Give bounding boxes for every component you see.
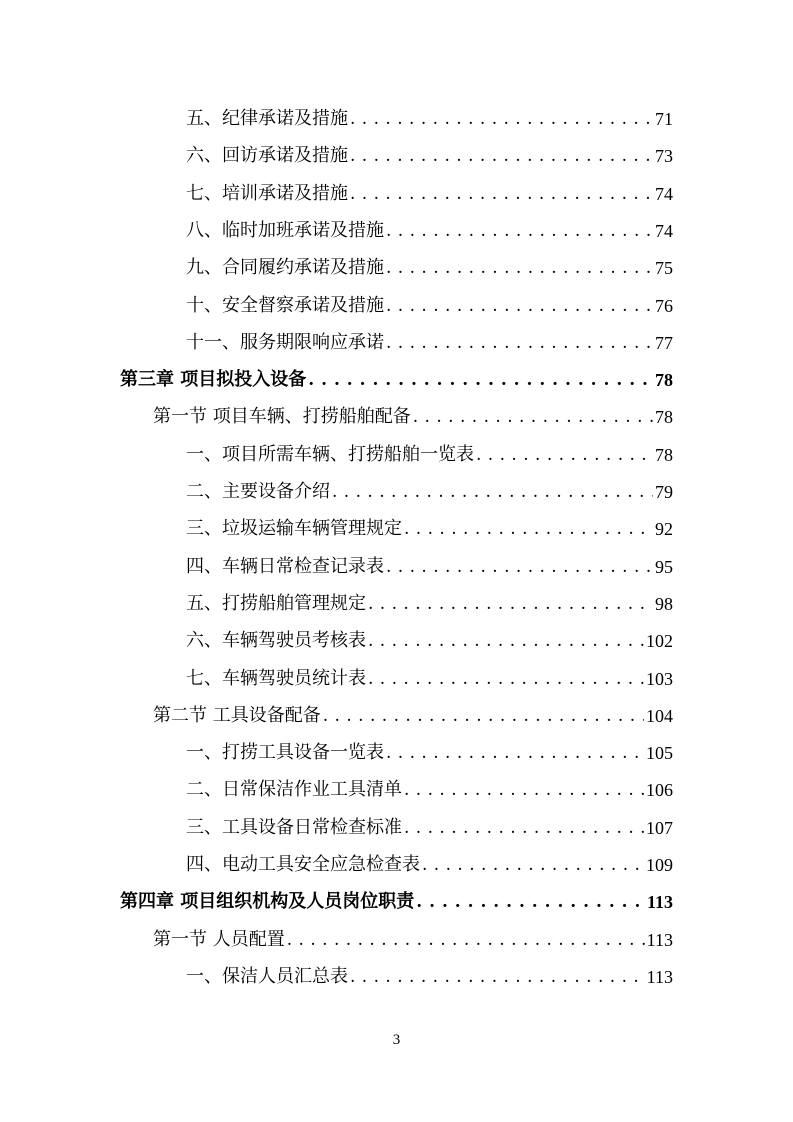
toc-entry-page: 104 [646, 706, 673, 726]
toc-entry [186, 473, 673, 503]
dot-leader [350, 145, 653, 167]
toc-entry-page: 113 [646, 892, 673, 912]
toc-entry [186, 510, 673, 540]
toc-entry-title: 三、工具设备日常检查标准 [186, 817, 402, 838]
toc-entry [186, 622, 673, 652]
toc-entry-page: 105 [646, 743, 673, 763]
toc-entry-title: 四、车辆日常检查记录表 [186, 556, 384, 577]
toc-entry [153, 398, 673, 428]
toc-entry [186, 212, 673, 242]
dot-leader [332, 481, 653, 503]
toc-entry [186, 958, 673, 988]
dot-leader [368, 668, 644, 690]
dot-leader [386, 332, 653, 354]
toc-entry-title: 十一、服务期限响应承诺 [186, 332, 384, 353]
toc-entry-page: 74 [655, 221, 673, 241]
toc-entry [120, 361, 673, 391]
dot-leader [350, 183, 653, 205]
toc-entry-page: 77 [655, 333, 673, 353]
toc-entry-page: 102 [646, 631, 673, 651]
dot-leader [386, 295, 653, 317]
toc-entry-page: 78 [655, 445, 673, 465]
toc-entry-title: 九、合同履约承诺及措施 [186, 257, 384, 278]
toc-entry-title: 第一节 人员配置 [153, 929, 285, 950]
dot-leader [287, 929, 645, 951]
toc-entry-title: 七、培训承诺及措施 [186, 183, 348, 204]
dot-leader [386, 257, 653, 279]
toc-entry-title: 二、日常保洁作业工具清单 [186, 779, 402, 800]
toc-entry [186, 137, 673, 167]
toc-entry-title: 五、纪律承诺及措施 [186, 108, 348, 129]
toc-entry [153, 697, 673, 727]
toc-entry-title: 一、保洁人员汇总表 [186, 966, 348, 987]
toc-entry-title: 四、电动工具安全应急检查表 [186, 854, 420, 875]
dot-leader [308, 369, 653, 391]
toc-entry-page: 113 [646, 967, 673, 987]
toc-entry-page: 71 [655, 109, 673, 129]
dot-leader [422, 854, 644, 876]
toc-entry [186, 734, 673, 764]
toc-entry [153, 921, 673, 951]
dot-leader [350, 966, 645, 988]
toc-entry-title: 第三章 项目拟投入设备 [120, 369, 307, 390]
toc-entry-page: 73 [655, 146, 673, 166]
toc-entry [186, 100, 673, 130]
dot-leader [386, 742, 644, 764]
toc-entry-title: 第二节 工具设备配备 [153, 705, 321, 726]
dot-leader [368, 593, 653, 615]
toc-entry-title: 七、车辆驾驶员统计表 [186, 668, 366, 689]
toc-entry-title: 一、打捞工具设备一览表 [186, 742, 384, 763]
toc-entry-page: 78 [655, 370, 673, 390]
toc-entry-title: 第一节 项目车辆、打捞船舶配备 [153, 406, 411, 427]
toc-entry-page: 106 [646, 780, 673, 800]
toc-entry [186, 846, 673, 876]
toc-entry [186, 436, 673, 466]
dot-leader [404, 518, 653, 540]
page-number: 3 [392, 1032, 401, 1048]
dot-leader [413, 406, 653, 428]
toc-entry-title: 第四章 项目组织机构及人员岗位职责 [120, 891, 415, 912]
dot-leader [386, 220, 653, 242]
toc-entry [120, 883, 673, 913]
toc-entry-page: 109 [646, 855, 673, 875]
toc-entry-page: 107 [646, 818, 673, 838]
toc-entry [186, 175, 673, 205]
dot-leader [386, 556, 653, 578]
dot-leader [404, 817, 644, 839]
toc-entry-title: 六、回访承诺及措施 [186, 145, 348, 166]
toc-entry [186, 287, 673, 317]
toc-entry-title: 三、垃圾运输车辆管理规定 [186, 518, 402, 539]
toc-entry-title: 五、打捞船舶管理规定 [186, 593, 366, 614]
toc-entry-title: 十、安全督察承诺及措施 [186, 295, 384, 316]
dot-leader [404, 779, 644, 801]
toc-entry-page: 78 [655, 407, 673, 427]
toc-entry-page: 98 [655, 594, 673, 614]
toc-entry-title: 一、项目所需车辆、打捞船舶一览表 [186, 444, 474, 465]
toc-entry-page: 74 [655, 184, 673, 204]
toc-entry [186, 324, 673, 354]
toc-entry-title: 二、主要设备介绍 [186, 481, 330, 502]
toc-entry-page: 113 [646, 930, 673, 950]
toc-entry-page: 79 [655, 482, 673, 502]
dot-leader [416, 891, 645, 913]
toc-entry [186, 660, 673, 690]
toc-entry [186, 548, 673, 578]
toc-entry [186, 809, 673, 839]
toc-entry [186, 249, 673, 279]
toc-entry-title: 六、车辆驾驶员考核表 [186, 630, 366, 651]
toc-entry-page: 95 [655, 557, 673, 577]
dot-leader [368, 630, 644, 652]
toc-entry-page: 75 [655, 258, 673, 278]
toc-entry [186, 771, 673, 801]
dot-leader [476, 444, 653, 466]
dot-leader [323, 705, 644, 727]
toc-entry-page: 92 [655, 519, 673, 539]
toc-entry-page: 76 [655, 296, 673, 316]
toc-entry-title: 八、临时加班承诺及措施 [186, 220, 384, 241]
toc-entry-page: 103 [646, 669, 673, 689]
toc-entry [186, 585, 673, 615]
dot-leader [350, 108, 653, 130]
